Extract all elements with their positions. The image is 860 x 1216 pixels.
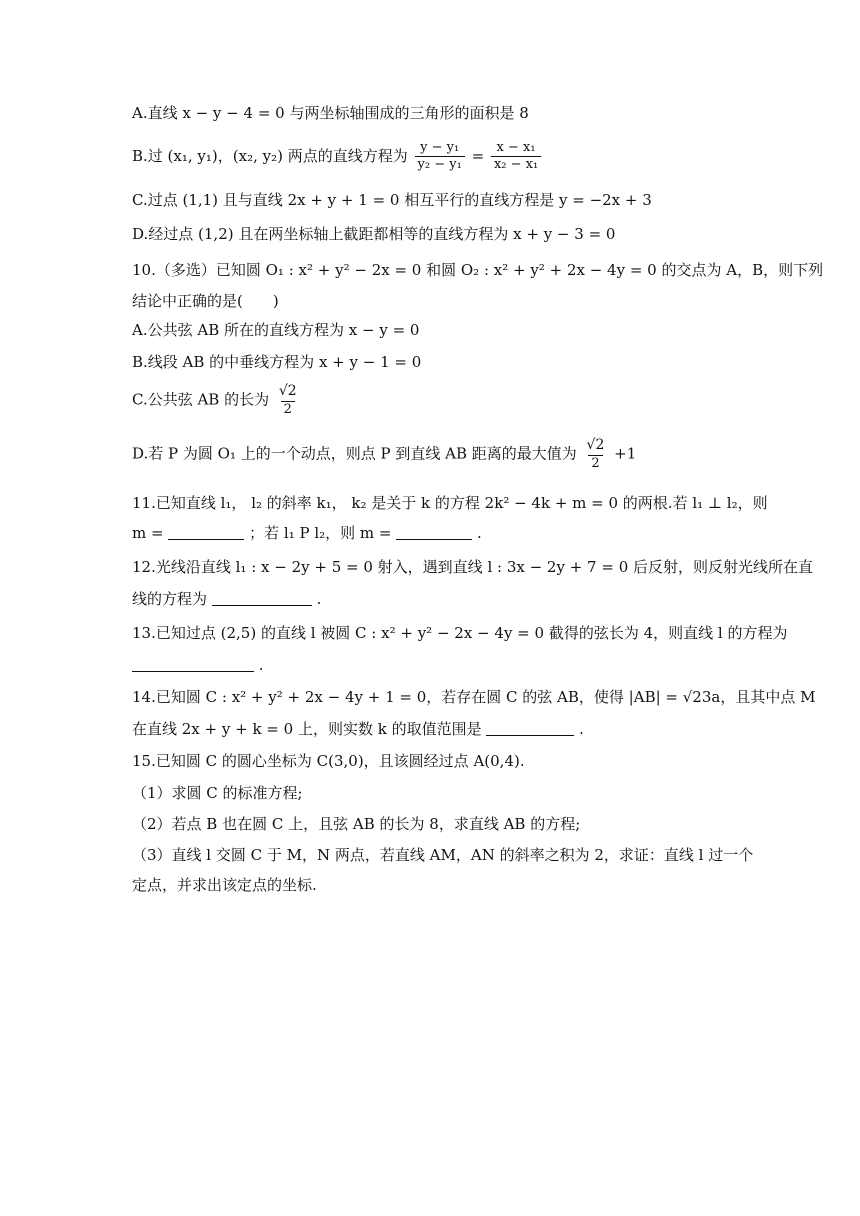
q9-b-fraction-x-numerator: x − x₁	[496, 140, 536, 155]
q10-stem-line1: 10.（多选）已知圆 O₁ : x² + y² − 2x = 0 和圆 O₂ : x² + y² + 2x − 4y = 0 的交点为 A，B，则下列	[132, 261, 824, 279]
q12-period: .	[316, 590, 322, 608]
q13-line2	[132, 656, 264, 674]
q13-period: .	[258, 656, 264, 674]
q10-option-c	[132, 383, 302, 418]
q11-period: .	[477, 524, 482, 542]
q9-option-a: A.直线 x − y − 4 = 0 与两坐标轴围成的三角形的面积是 8	[132, 104, 529, 122]
q12-answer-blank[interactable]	[212, 591, 312, 606]
q15-part3-line2: 定点，并求出该定点的坐标.	[132, 876, 317, 894]
q10-c-fraction-numerator: √2	[278, 383, 297, 399]
q14-answer-label: 在直线 2x + y + k = 0 上，则实数 k 的取值范围是	[132, 720, 482, 738]
q10-option-d	[132, 437, 636, 472]
q9-b-fraction-y-denominator: y₂ − y₁	[415, 156, 465, 173]
q10-d-fraction-numerator: √2	[586, 437, 605, 453]
q11-answer-blank-2[interactable]	[396, 525, 472, 540]
q9-b-fraction-x-denominator: x₂ − x₁	[491, 156, 541, 173]
q11-answer-label-1: m =	[132, 524, 164, 542]
q9-b-fraction-y-numerator: y − y₁	[420, 140, 460, 155]
q11-answer-blank-1[interactable]	[168, 525, 244, 540]
q9-b-equals: =	[471, 146, 485, 165]
q10-option-b: B.线段 AB 的中垂线方程为 x + y − 1 = 0	[132, 353, 422, 371]
q15-part2: （2）若点 B 也在圆 C 上，且弦 AB 的长为 8，求直线 AB 的方程;	[132, 815, 581, 833]
q10-c-fraction	[276, 383, 300, 418]
q12-line2	[132, 590, 321, 608]
q10-option-d-text: D.若 P 为圆 O₁ 上的一个动点，则点 P 到直线 AB 距离的最大值为	[132, 444, 577, 463]
q13-answer-blank[interactable]	[132, 657, 254, 672]
q14-answer-blank[interactable]	[486, 721, 574, 736]
q15-stem: 15.已知圆 C 的圆心坐标为 C(3,0)，且该圆经过点 A(0,4).	[132, 752, 525, 770]
q9-b-fraction-x	[491, 140, 541, 174]
q10-option-a: A.公共弦 AB 所在的直线方程为 x − y = 0	[132, 321, 420, 339]
q9-option-d: D.经过点 (1,2) 且在两坐标轴上截距都相等的直线方程为 x + y − 3 = 0	[132, 225, 616, 243]
q10-c-fraction-denominator: 2	[281, 401, 295, 418]
q13-line1: 13.已知过点 (2,5) 的直线 l 被圆 C : x² + y² − 2x − 4y = 0 截得的弦长为 4，则直线 l 的方程为	[132, 624, 788, 642]
q9-option-b	[132, 140, 543, 174]
q9-option-b-text: B.过 (x₁, y₁)，(x₂, y₂) 两点的直线方程为	[132, 146, 408, 165]
q9-b-fraction-y	[415, 140, 465, 174]
q11-line2	[132, 524, 482, 542]
q12-line1: 12.光线沿直线 l₁ : x − 2y + 5 = 0 射入，遇到直线 l : 3x − 2y + 7 = 0 后反射，则反射光线所在直	[132, 558, 814, 576]
q12-answer-label: 线的方程为	[132, 590, 208, 608]
q10-d-fraction	[584, 437, 608, 472]
q15-part3-line1: （3）直线 l 交圆 C 于 M，N 两点，若直线 AM，AN 的斜率之积为 2，求证：直线 l 过一个	[132, 846, 754, 864]
q14-line1: 14.已知圆 C : x² + y² + 2x − 4y + 1 = 0，若存在圆 C 的弦 AB，使得 |AB| = √23a，且其中点 M	[132, 688, 816, 706]
q10-option-d-suffix: +1	[614, 444, 637, 463]
q9-option-c: C.过点 (1,1) 且与直线 2x + y + 1 = 0 相互平行的直线方程是 y = −2x + 3	[132, 191, 652, 209]
q10-stem-line2: 结论中正确的是( )	[132, 292, 279, 310]
q11-line1: 11.已知直线 l₁， l₂ 的斜率 k₁， k₂ 是关于 k 的方程 2k² − 4k + m = 0 的两根.若 l₁ ⊥ l₂，则	[132, 494, 768, 512]
q10-option-c-text: C.公共弦 AB 的长为	[132, 390, 270, 409]
q15-part1: （1）求圆 C 的标准方程;	[132, 784, 303, 802]
q14-line2	[132, 720, 584, 738]
q10-d-fraction-denominator: 2	[588, 455, 602, 472]
q14-period: .	[579, 720, 584, 738]
q11-answer-label-2: ；若 l₁ P l₂，则 m =	[249, 524, 392, 542]
